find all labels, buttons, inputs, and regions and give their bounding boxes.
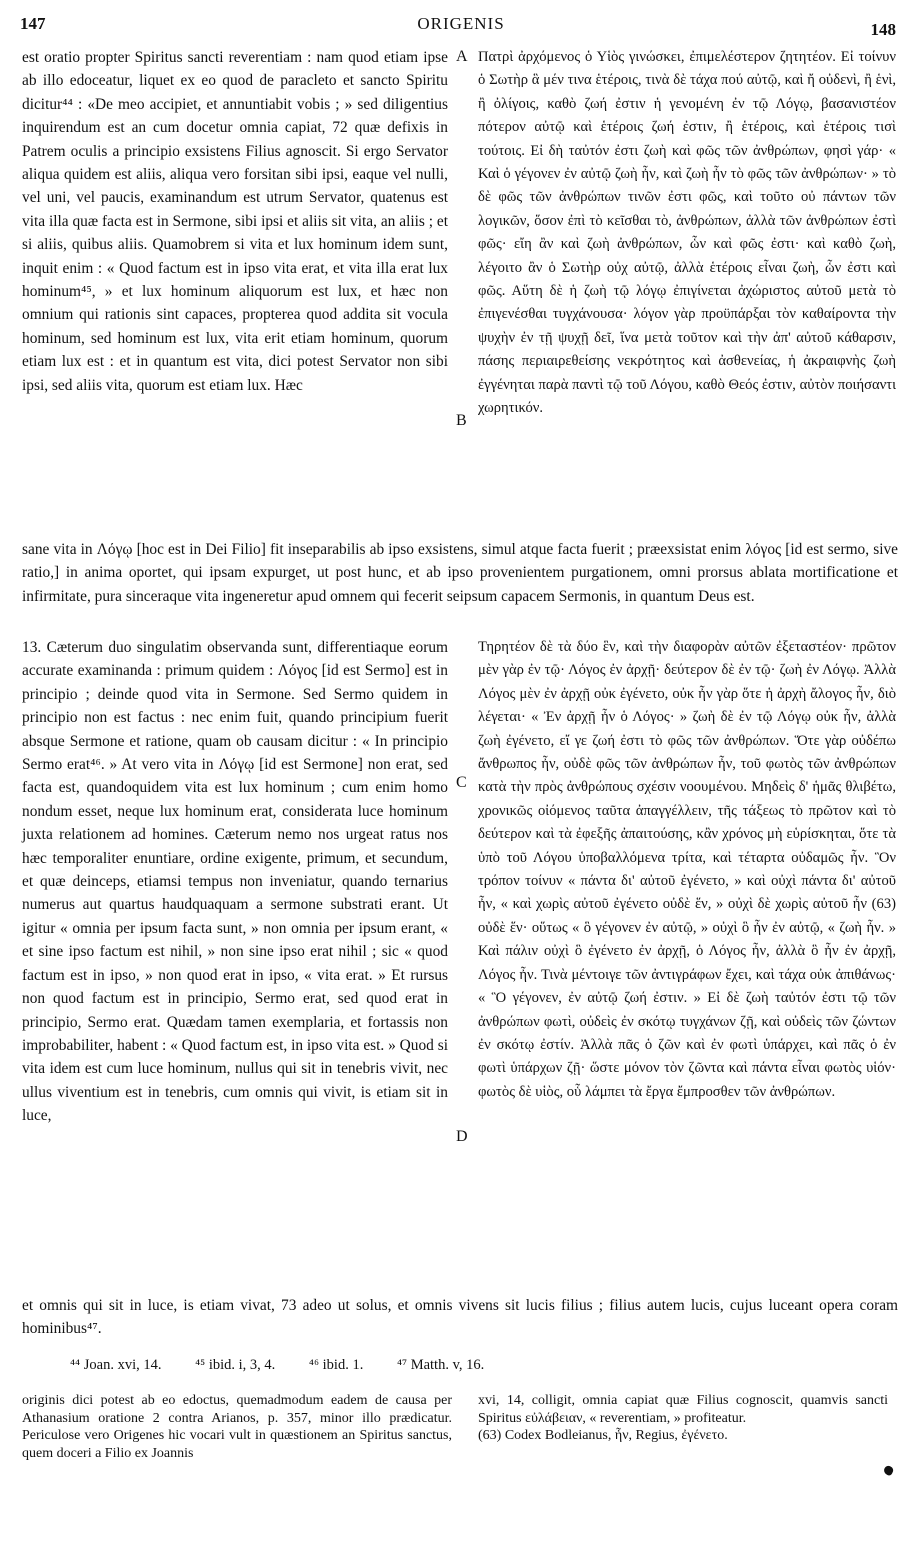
variant-reading-note-63: (63) Codex Bodleianus, ἦν, Regius, ἐγένετο. <box>478 1428 728 1444</box>
margin-letter-a: A <box>456 48 468 65</box>
ink-blot-mark <box>883 1465 895 1477</box>
latin-column-top: est oratio propter Spiritus sancti reverentiam : nam quod etiam ipse ab illo edoceatur, liquet ex eo quod de paracleto et sancto Spiritu dicitur⁴⁴ : «De meo accipiet, et annuntiabit vobis ; » sed diligentius inquirendum est an cum docetur omnia capiat, 72 quæ defixis in Patrem oculis a principio exsistens Filius agnoscit. Si ergo Servator aliqua quidem est aliis, aliqua vero forsitan sibi ipsi, eaque vel nulli, vel uni, vel paucis, examinandum est utrum Servator, quatenus est vita illa quæ facta est in Sermone, sibi ipsi et aliis sit vita, an aliis ; et si aliis, quibus aliis. Quamobrem si vita et lux hominum idem sunt, inquit enim : « Quod factum est in ipso vita erat, et vita illa erat lux hominum⁴⁵, » et lux hominum aliquorum est lux, et hæc non omnium qui rationis sint capaces, propterea quod addita sit vocula hominum, sed hominum est lux, vita erit etiam hominum, quorum etiam lux est : et in quantum est vita, dici potest Servator non sibi ipsi, sed aliis vita, quorum est etiam lux. Hæc <box>22 49 448 394</box>
footnote-47: ⁴⁷ Matth. v, 16. <box>396 1357 485 1373</box>
footnote-45: ⁴⁵ ibid. i, 3, 4. <box>195 1357 276 1373</box>
editor-note-left: originis dici potest ab eo edoctus, quemadmodum eadem de causa per Athanasium oratione 2 contra Arianos, p. 357, minor illo prædicatur. Periculose vero Origenes hic vocari vult in quæstionem an Spiritus sanctus, quem doceri a Filio ex Joannis <box>22 1393 452 1461</box>
scripture-footnotes <box>70 1357 514 1374</box>
editor-note-right-text: xvi, 14, colligit, omnia capiat quæ Filius cognoscit, quamvis sancti Spiritus εὐλάβειαν, « reverentiam, » profiteatur. <box>478 1393 888 1426</box>
page-number-right: 148 <box>870 20 896 39</box>
margin-letter-b: B <box>456 412 467 429</box>
margin-letter-c: C <box>456 774 467 791</box>
greek-column-section-13: Τηρητέον δὲ τὰ δύο ἓν, καὶ τὴν διαφορὰν αὐτῶν ἐξεταστέον· πρῶτον μὲν γὰρ ἐν τῷ· Λόγος ἐν ἀρχῇ· δεύτερον δὲ ἐν τῷ· ζωὴ ἐν Λόγῳ. Ἀλλὰ Λόγος μὲν ἐν ἀρχῇ οὐκ ἐγένετο, οὐκ ἦν γὰρ ὅτε ἡ ἀρχὴ ἄλογος ἦν, διὸ λέγεται· « Ἐν ἀρχῇ ἦν ὁ Λόγος· » ζωὴ δὲ ἐν τῷ Λόγῳ οὐκ ἦν, ἀλλὰ ζωὴ ἐγένετο, εἴ γε ζωή ἐστι τὸ φῶς τῶν ἀνθρώπων. Ὅτε γὰρ οὐδέπω ἄνθρωπος ἦν, οὐδὲ φῶς τῶν ἀνθρώπων ἦν, τοῦ φωτὸς τῶν ἀνθρώπων κατὰ τὴν πρὸς ἀνθρώπους σχέσιν νοουμένου. Μηδεὶς δ' ἡμᾶς θλιβέτω, χρονικῶς οἰόμενος ταῦτα ἀπαγγέλλειν, τῆς τάξεως τὸ πρῶτον καὶ τὸ δεύτερον καὶ τὰ ἐφεξῆς ἀπαιτούσης, κἂν χρόνος μὴ εὑρίσκηται, ὅτε τὰ ὑπὸ τοῦ Λόγου ὑποβαλλόμενα τρίτα, καὶ τέταρτα οὐδαμῶς ἦν. Ὃν τρόπον τοίνυν « πάντα δι' αὐτοῦ ἐγένετο, » καὶ οὐχὶ πάντα δι' αὐτοῦ ἦν, « καὶ χωρὶς αὐτοῦ ἐγένετο οὐδὲ ἕν, » οὐχὶ δὲ χωρὶς αὐτοῦ ἦν (63) οὐδὲ ἕν· οὕτως « ὃ γέγονεν ἐν αὐτῷ, » οὐχὶ ὃ ἦν ἐν αὐτῷ, « ζωὴ ἦν. » Καὶ πάλιν οὐχὶ ὃ ἐγένετο ἐν ἀρχῇ, ὁ Λόγος ἦν, ἀλλὰ ὃ ἦν ἐν ἀρχῇ, Λόγος ἦν. Τινὰ μέντοιγε τῶν ἀντιγράφων ἔχει, καὶ τάχα οὐκ ἀπιθάνως· « Ὃ γέγονεν, ἐν αὐτῷ ζωή ἐστιν. » Εἰ δὲ ζωὴ ταὐτόν ἐστι τῷ τῶν ἀνθρώπων φωτὶ, οὐδεὶς ἐν σκότῳ τυγχάνων ζῇ, καὶ οὐδεὶς τῶν ζώντων ἐν σκότῳ ἐστίν. Ἀλλὰ πᾶς ὁ ζῶν καὶ ἐν φωτὶ ὑπάρχει, καὶ πᾶς ὁ ἐν φωτὶ ὑπάρχων ζῇ· ὥστε μόνον τὸν ζῶντα καὶ πάντα εἶναι φωτὸς υἱόν· φωτὸς δὲ υἱὸς, οὗ λάμπει τὰ ἔργα ἔμπροσθεν τῶν ἀνθρώπων. <box>478 639 896 1100</box>
running-header <box>20 14 902 40</box>
footnote-44: ⁴⁴ Joan. xvi, 14. <box>70 1357 162 1373</box>
latin-fullwidth-end: et omnis qui sit in luce, is etiam vivat, 73 adeo ut solus, et omnis vivens sit lucis filius ; filius autem lucis, cujus luceant opera coram hominibus⁴⁷. <box>22 1297 898 1338</box>
greek-column-top: Πατρὶ ἀρχόμενος ὁ Υἱὸς γινώσκει, ἐπιμελέστερον ζητητέον. Εἰ τοίνυν ὁ Σωτὴρ ἃ μέν τινα ἑτέροις, τινὰ δὲ τάχα πού αὐτῷ, καὶ ἤ οὐδενὶ, ἢ ἑνὶ, ἢ ὀλίγοις, καθὸ ζωή ἐστιν ἡ γενομένη ἐν τῷ Λόγῳ, βασανιστέον πότερον αὐτῷ καὶ ἑτέροις ζωή ἐστιν, ἢ ἑτέροις, καὶ ἑτέροις τισὶ τούτοις. Εἰ δὴ ταὐτόν ἐστι ζωὴ καὶ φῶς τῶν ἀνθρώπων, φησὶ γάρ· « Καὶ ὁ γέγονεν ἐν αὐτῷ ζωὴ ἦν, καὶ ζωὴ ἦν τὸ φῶς τῶν ἀνθρώπων· » τὸ δὲ φῶς τῶν ἀνθρώπων τινῶν ἐστι φῶς, καὶ τοῦτο οὐ πάντων τῶν λογικῶν, ὅσον ἐπὶ τὸ κεῖσθαι τὸ, ἀνθρώπων, ἀλλὰ τῶν ἀνθρώπων ἐστὶ φῶς· εἴη ἂν καὶ ζωὴ ἀνθρώπων, ὧν καὶ φῶς ἐστι· καὶ καθὸ ζωὴ, λέγοιτο ἂν ὁ Σωτὴρ οὐχ αὐτῷ, ἀλλὰ ἑτέροις εἶναι ζωὴ, ὧν ἐστι καὶ φῶς. Αὕτη δὲ ἡ ζωὴ τῷ λόγῳ ἐπιγίνεται ἀχώριστος αὐτοῦ μετὰ τὸ ἐπιγενέσθαι τυγχάνουσα· λόγον γὰρ προϋπάρξαι τὸν καθαίροντα τὴν ψυχὴν ἐν τῇ ψυχῇ δεῖ, ἵνα μετὰ τοῦτον καὶ τὴν ἀπ' αὐτοῦ κάθαρσιν, πάσης περιαιρεθείσης νεκρότητος καὶ ἀσθενείας, ἡ ἀκραιφνὴς ζωὴ ἐγγένηται παρὰ παντὶ τῷ τοῦ Λόγου, καθὸ Θεός ἐστιν, αὐτὸν ποιήσαντι χωρητικόν. <box>478 49 896 417</box>
running-title: ORIGENIS <box>417 14 505 33</box>
latin-column-section-13: 13. Cæterum duo singulatim observanda sunt, differentiaque eorum accurate examinanda : primum quidem : Λόγος [id est Sermo] est in principio ; deinde quod vita in Sermone. Sed Sermo quidem in principio non est factus : nec enim fuit, quando principium fuerit absque Sermone et ratione, quam ob causam dicitur : « In principio Sermo erat⁴⁶. » At vero vita in Λόγῳ [id est Sermone] non erat, sed facta est, quandoquidem vita est lux hominum ; cum enim homo nondum esset, neque lux hominum erat, considerata luce hominum juxta relationem ad homines. Cæterum nemo nos urgeat ratus nos hæc temporaliter enuntiare, ordine exigente, primum, et secundum, et quæ deinceps, etiamsi tempus non inveniatur, quando ternarius numerus aut quartus haudquaquam a sermone substrati erant. Ut igitur « omnia per ipsum facta sunt, » non omnia per ipsum erant, « et sine ipso factum est nihil, » non sine ipso erat nihil ; sic « quod factum est in ipso, » non quod erat in ipso, « vita erat. » Et rursus non quod factum est in principio, Sermo erat, sed quod erat in principio, Sermo erat. Quædam tamen exemplaria, et fortassis non improbabiliter, habent : « Quod factum est, in ipso vita est. » Quod si vita idem est cum luce hominum, nullus qui sit in tenebris vivit, nec ullus viventium est in tenebris, cum omnis qui vivit, is etiam sit in luce, <box>22 639 448 1125</box>
editor-note-right <box>478 1392 888 1445</box>
margin-letter-d: D <box>456 1128 468 1145</box>
page-number-left: 147 <box>20 14 46 33</box>
footnote-46: ⁴⁶ ibid. 1. <box>308 1357 364 1373</box>
latin-fullwidth-continuation: sane vita in Λόγῳ [hoc est in Dei Filio] fit inseparabilis ab ipso exsistens, simul atque facta fuerit ; præexsistat enim λόγος [id est sermo, sive ratio,] in anima oportet, qui ipsam expurget, ut post hunc, et ab ipso provenientem purgationem, omni prorsus ablata mortificatione et infirmitate, pura sinceraque vita ingeneretur apud omnem qui fecerit seipsum capacem Sermonis, in quantum Deus est. <box>22 541 898 605</box>
